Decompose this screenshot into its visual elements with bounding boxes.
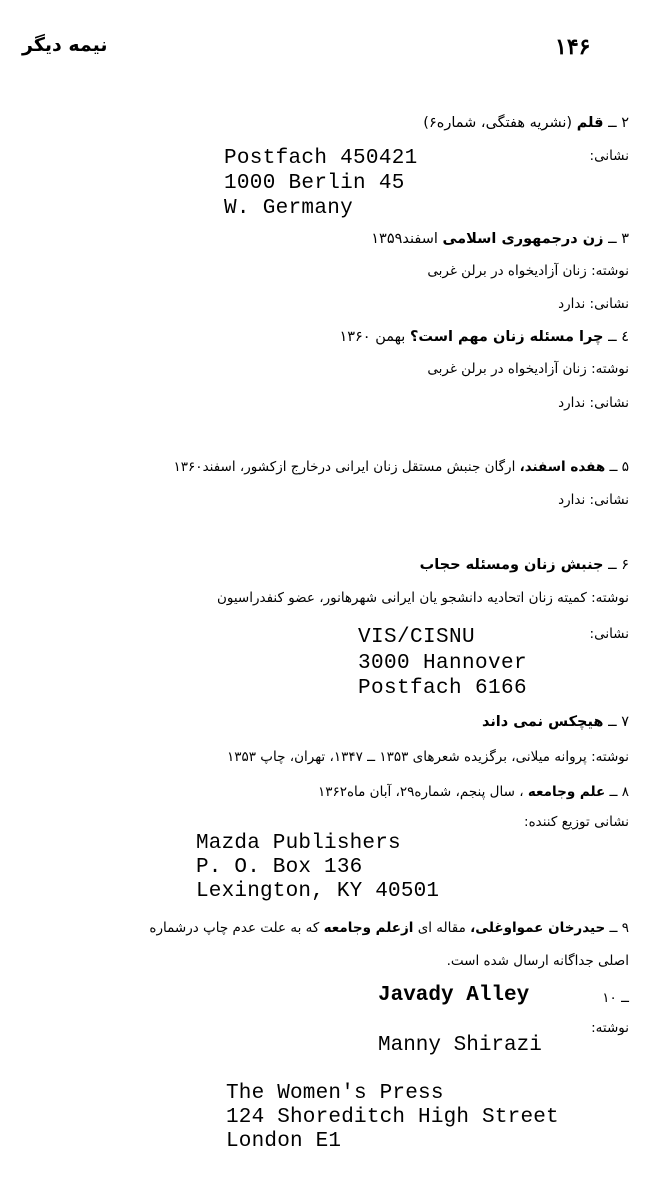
- entry-number: ۶ ــ: [608, 557, 629, 573]
- address-label: نشانی توزیع کننده:: [524, 814, 629, 830]
- address-line: P. O. Box 136: [196, 856, 363, 879]
- entry-number: ٤ ــ: [608, 329, 629, 345]
- entry-number: ــ ۱۰: [602, 990, 629, 1006]
- entry-2-heading: [423, 115, 629, 131]
- entry-title: قلم: [576, 115, 604, 131]
- entry-title: جنبش زنان ومسئله حجاب: [419, 557, 604, 573]
- entry-title: علم وجامعه: [527, 784, 606, 800]
- author-name: Manny Shirazi: [378, 1034, 542, 1057]
- author-label: نوشته:: [591, 1020, 629, 1036]
- page-number: ۱۴۶: [555, 34, 591, 60]
- address-line: The Women's Press: [226, 1082, 444, 1105]
- address-line: Lexington, KY 40501: [196, 880, 440, 903]
- address-line: 124 Shoreditch High Street: [226, 1106, 559, 1129]
- address-line: نشانی: ندارد: [558, 492, 629, 508]
- entry-number: ۸ ــ: [609, 784, 629, 800]
- entry-detail: بهمن ۱۳۶۰: [339, 329, 406, 345]
- entry-detail: مقاله ای: [417, 920, 466, 936]
- author-line: نوشته: زنان آزادیخواه در برلن غربی: [427, 361, 629, 377]
- entry-number: ۵ ــ: [609, 459, 629, 475]
- entry-detail: که به علت عدم چاپ درشماره: [149, 920, 320, 936]
- address-block: [226, 1082, 559, 1154]
- address-label: نشانی:: [589, 148, 629, 164]
- address-line: VIS/CISNU: [358, 626, 476, 649]
- entry-detail: (نشریه هفتگی، شماره۶): [423, 115, 573, 131]
- author-line: نوشته: زنان آزادیخواه در برلن غربی: [427, 263, 629, 279]
- entry-number: ۹ ــ: [609, 920, 629, 936]
- entry-7-heading: [482, 714, 629, 730]
- entry-title: زن درجمهوری اسلامی: [442, 231, 604, 247]
- entry-9-continuation: اصلی جداگانه ارسال شده است.: [446, 953, 629, 969]
- entry-number: ۷ ــ: [608, 714, 629, 730]
- entry-9-heading: [149, 920, 629, 936]
- entry-detail: اسفند۱۳۵۹: [371, 231, 438, 247]
- address-line: نشانی: ندارد: [558, 395, 629, 411]
- entry-detail-bold: ازعلم وجامعه: [323, 920, 414, 936]
- entry-title: هیچکس نمی داند: [481, 714, 604, 730]
- entry-4-heading: [339, 329, 629, 345]
- address-block: [196, 832, 439, 904]
- address-block: [358, 625, 527, 702]
- address-line: Mazda Publishers: [196, 832, 401, 855]
- entry-5-heading: [174, 459, 629, 475]
- entry-number: ۲ ــ: [608, 115, 629, 131]
- address-block: [224, 146, 418, 221]
- entry-detail: ارگان جنبش مستقل زنان ایرانی درخارج ازکشور، اسفند۱۳۶۰: [173, 459, 516, 475]
- entry-title: حیدرخان عمواوغلی،: [470, 920, 606, 936]
- running-title: نیمه دیگر: [22, 34, 108, 56]
- author-line: نوشته: کمیته زنان اتحادیه دانشجو یان ایرانی شهرهانور، عضو کنفدراسیون: [216, 590, 629, 606]
- address-label: نشانی:: [589, 626, 629, 642]
- address-line: Postfach 6166: [358, 677, 528, 700]
- address-line: 3000 Hannover: [358, 651, 528, 675]
- entry-title: چرا مسئله زنان مهم است؟: [409, 329, 604, 345]
- author-line: نوشته: پروانه میلانی، برگزیده شعرهای ۱۳۵۳ ــ ۱۳۴۷، تهران، چاپ ۱۳۵۳: [226, 749, 629, 765]
- entry-title: هفده اسفند،: [519, 459, 606, 475]
- address-line: نشانی: ندارد: [558, 296, 629, 312]
- entry-number: ۳ ــ: [608, 231, 629, 247]
- entry-8-heading: [318, 784, 629, 800]
- entry-3-heading: [371, 231, 629, 247]
- address-line: 1000 Berlin 45: [224, 172, 405, 195]
- address-line: Postfach 450421: [224, 147, 418, 170]
- entry-detail: ، سال پنجم، شماره۲۹، آبان ماه۱۳۶۲: [317, 784, 524, 800]
- address-line: W. Germany: [224, 197, 354, 220]
- entry-6-heading: [420, 557, 629, 573]
- entry-title: Javady Alley: [378, 984, 530, 1007]
- address-line: London E1: [226, 1130, 342, 1153]
